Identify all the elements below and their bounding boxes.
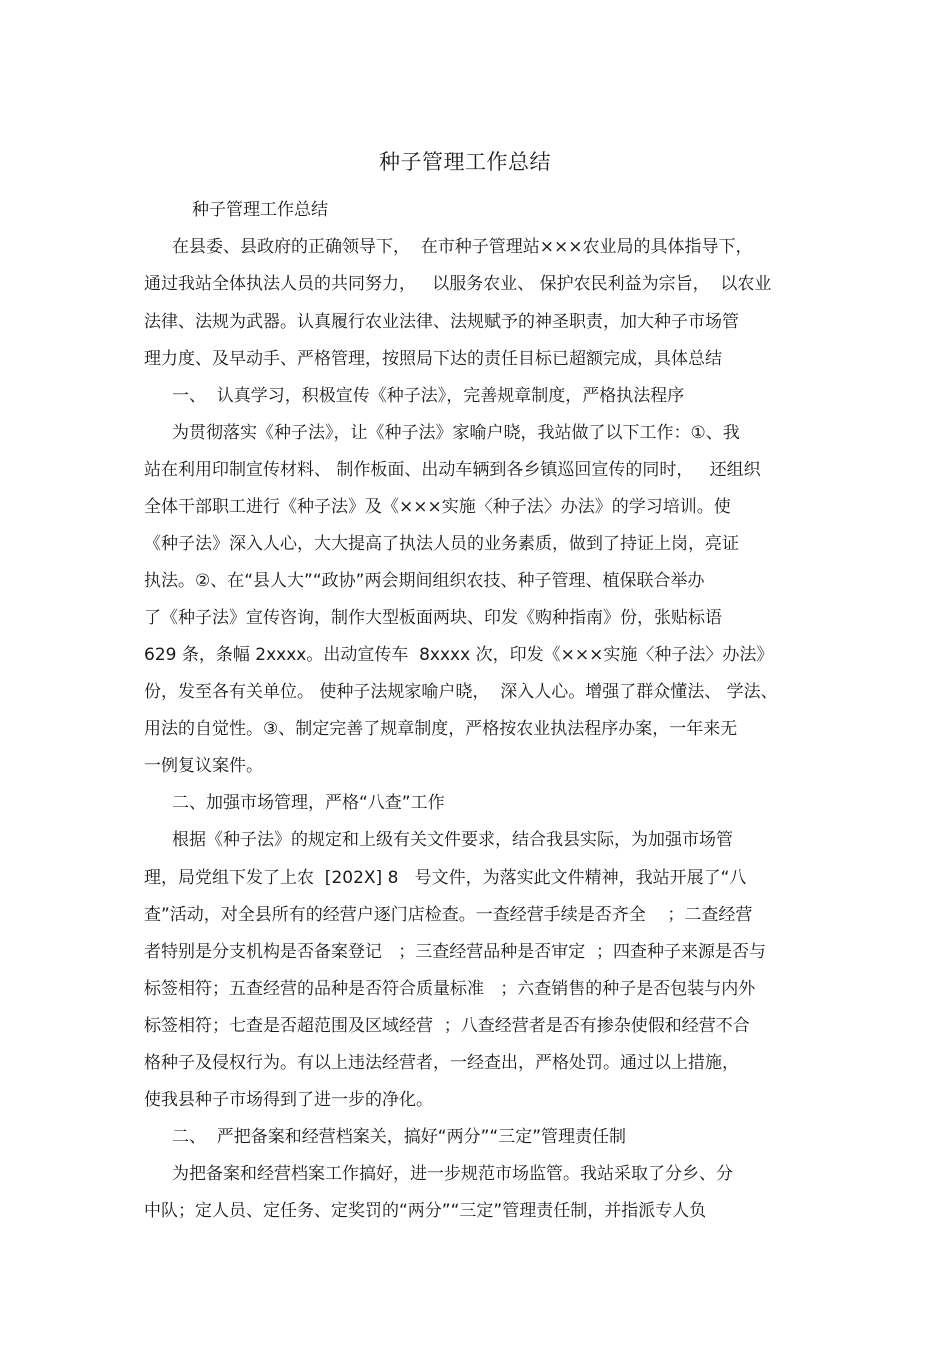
paragraph-line: 全体干部职工进行《种子法》及《×××实施〈种子法〉办法》的学习培训。使 xyxy=(144,497,731,517)
paragraph-line: 站在利用印制宣传材料、 制作板面、出动车辆到各乡镇巡回宣传的同时， 还组织 xyxy=(144,460,761,480)
paragraph-line: 理力度、及早动手、严格管理，按照局下达的责任目标已超额完成，具体总结 xyxy=(144,349,722,369)
subtitle-line: 种子管理工作总结 xyxy=(192,200,328,220)
paragraph-line: 通过我站全体执法人员的共同努力， 以服务农业、 保护农民利益为宗旨， 以农业 xyxy=(144,274,772,294)
paragraph-line: 629 条，条幅 2xxxx。出动宣传车 8xxxx 次，印发《×××实施〈种子法〉办法》 xyxy=(144,645,774,665)
document-title: 种子管理工作总结 xyxy=(379,150,551,174)
section-heading: 二、加强市场管理，严格“八查”工作 xyxy=(172,793,445,813)
paragraph-line: 执法。②、在“县人大”“政协”两会期间组织农技、种子管理、植保联合举办 xyxy=(144,571,705,591)
paragraph-line: 为贯彻落实《种子法》，让《种子法》家喻户晓，我站做了以下工作：①、我 xyxy=(172,423,740,443)
paragraph-line: 根据《种子法》的规定和上级有关文件要求，结合我县实际，为加强市场管 xyxy=(172,830,733,850)
paragraph-line: 为把备案和经营档案工作搞好，进一步规范市场监管。我站采取了分乡、分 xyxy=(172,1164,733,1184)
paragraph-line: 中队；定人员、定任务、定奖罚的“两分”“三定”管理责任制，并指派专人负 xyxy=(144,1201,707,1221)
paragraph-line: 格种子及侵权行为。有以上违法经营者，一经查出，严格处罚。通过以上措施， xyxy=(144,1053,739,1073)
paragraph-line: 《种子法》深入人心，大大提高了执法人员的业务素质，做到了持证上岗，亮证 xyxy=(144,534,739,554)
paragraph-line: 一例复议案件。 xyxy=(144,756,263,776)
paragraph-line: 者特别是分支机构是否备案登记 ；三查经营品种是否审定 ；四查种子来源是否与 xyxy=(144,942,767,962)
paragraph-line: 标签相符；七查是否超范围及区域经营 ；八查经营者是否有掺杂使假和经营不合 xyxy=(144,1016,750,1036)
paragraph-line: 标签相符；五查经营的品种是否符合质量标准 ；六查销售的种子是否包装与内外 xyxy=(144,979,756,999)
paragraph-line: 理，局党组下发了上农 [202X] 8 号文件，为落实此文件精神，我站开展了“八 xyxy=(144,868,747,888)
section-heading: 二、 严把备案和经营档案关，搞好“两分”“三定”管理责任制 xyxy=(172,1127,627,1147)
section-heading: 一、 认真学习，积极宣传《种子法》，完善规章制度，严格执法程序 xyxy=(172,386,685,406)
paragraph-line: 用法的自觉性。③、制定完善了规章制度，严格按农业执法程序办案，一年来无 xyxy=(144,719,738,739)
paragraph-line: 份，发至各有关单位。 使种子法规家喻户晓， 深入人心。增强了群众懂法、 学法、 xyxy=(144,682,778,702)
paragraph-line: 了《种子法》宣传咨询，制作大型板面两块、印发《购种指南》份，张贴标语 xyxy=(144,608,722,628)
paragraph-line: 法律、法规为武器。认真履行农业法律、法规赋予的神圣职责，加大种子市场管 xyxy=(144,312,739,332)
paragraph-line: 使我县种子市场得到了进一步的净化。 xyxy=(144,1090,433,1110)
paragraph-line: 在县委、县政府的正确领导下， 在市种子管理站×××农业局的具体指导下， xyxy=(172,237,753,257)
paragraph-line: 查”活动，对全县所有的经营户逐门店检查。一查经营手续是否齐全 ；二查经营 xyxy=(144,905,753,925)
